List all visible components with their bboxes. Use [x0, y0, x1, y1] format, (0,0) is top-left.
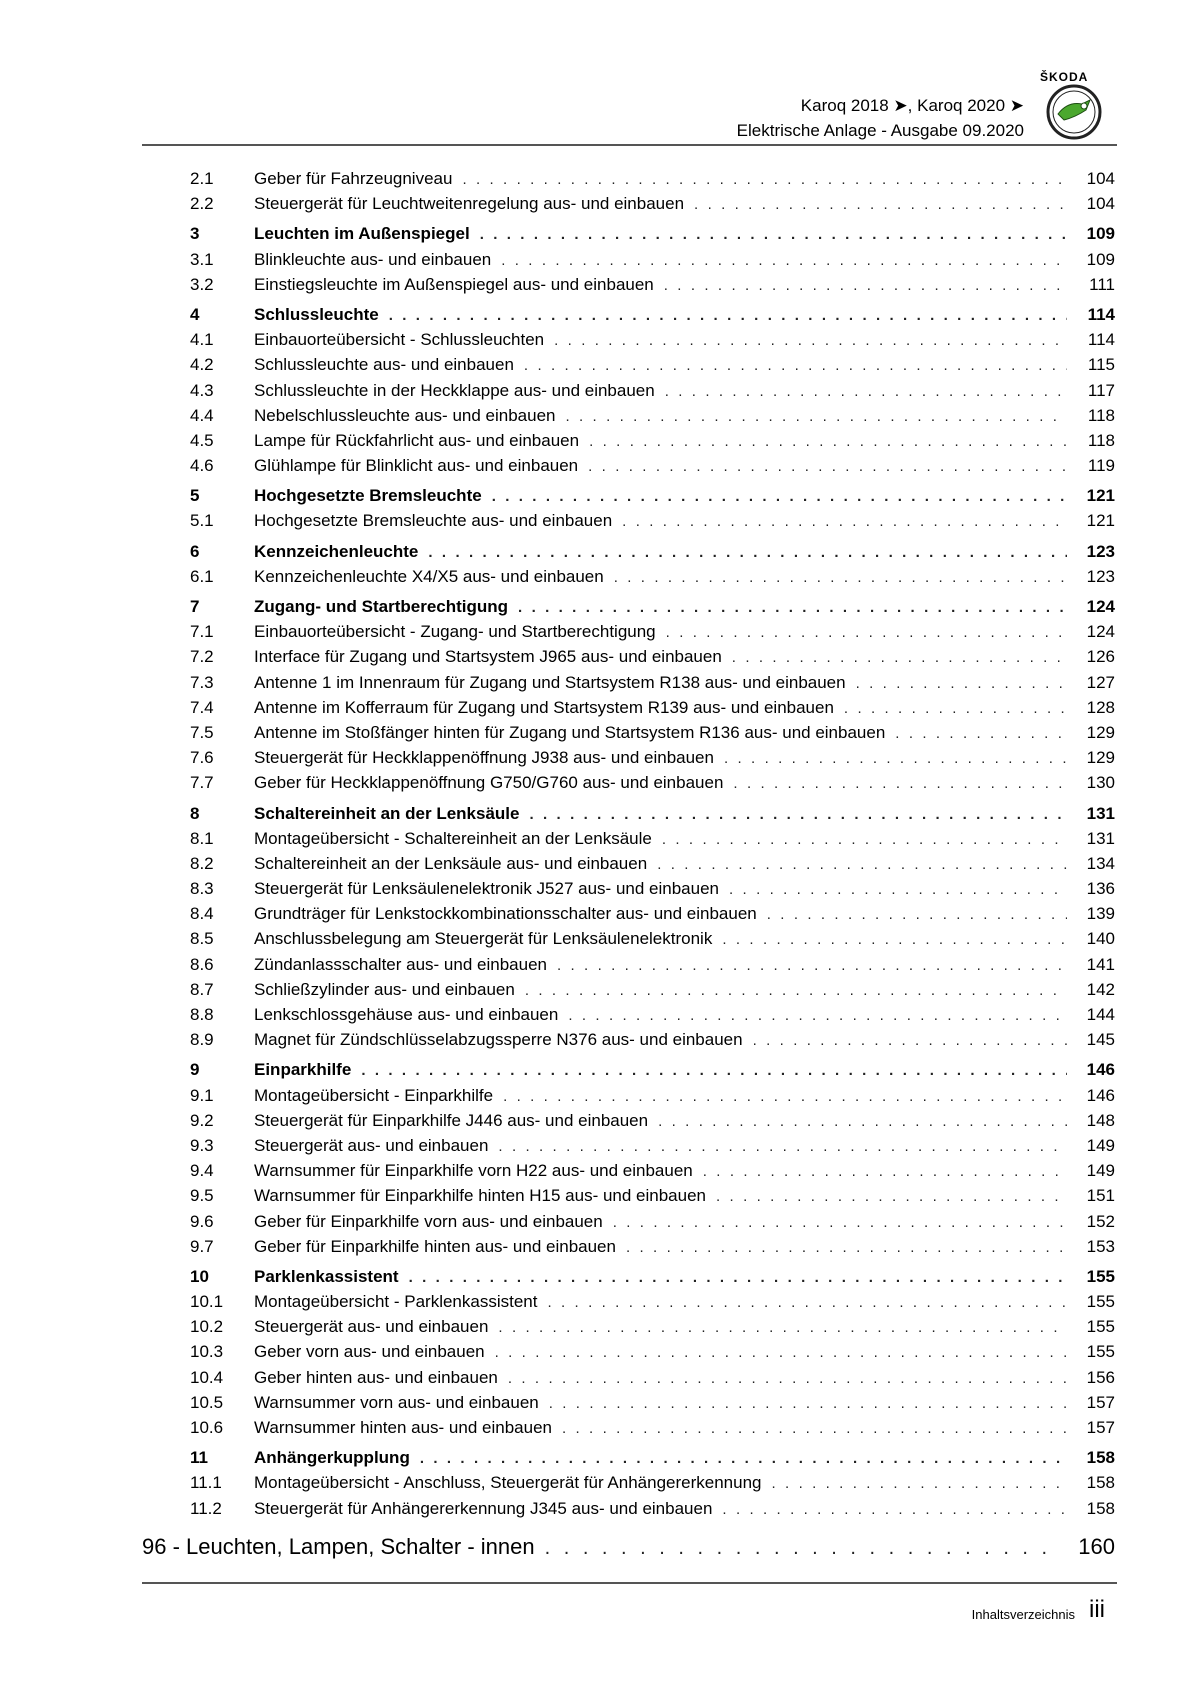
toc-title: Einparkhilfe: [254, 1060, 352, 1080]
toc-number: 3: [190, 224, 200, 244]
toc-entry[interactable]: [190, 1339, 1115, 1364]
toc-page: 123: [1086, 541, 1115, 561]
toc-entry[interactable]: [190, 327, 1115, 352]
header-edition-line: Elektrische Anlage - Ausgabe 09.2020: [736, 121, 1024, 140]
toc-number: 10.5: [190, 1392, 224, 1412]
leader-dots: [518, 595, 1067, 620]
toc-entry[interactable]: [190, 247, 1115, 272]
toc-title: Antenne im Stoßfänger hinten für Zugang und Startsystem R136 aus- und einbauen: [254, 722, 886, 742]
leader-dots: [568, 1003, 1067, 1028]
leader-dots: [462, 167, 1067, 192]
toc-title: Interface für Zugang und Startsystem J965 aus- und einbauen: [254, 647, 722, 667]
toc-entry[interactable]: [190, 1390, 1115, 1415]
toc-title: Schlussleuchte: [254, 304, 379, 324]
leader-dots: [614, 565, 1067, 590]
toc-title: Geber für Heckklappenöffnung G750/G760 aus- und einbauen: [254, 773, 724, 793]
toc-page: 155: [1086, 1266, 1115, 1286]
leader-dots: [498, 1315, 1067, 1340]
toc-page: 111: [1089, 274, 1115, 294]
toc-entry[interactable]: [190, 1234, 1115, 1259]
toc-chapter[interactable]: [190, 302, 1115, 327]
toc-page: 126: [1086, 647, 1115, 667]
toc-title: Zündanlassschalter aus- und einbauen: [254, 954, 547, 974]
toc-title: Anhängerkupplung: [254, 1448, 410, 1468]
leader-dots: [733, 771, 1067, 796]
toc-entry[interactable]: [190, 1496, 1115, 1521]
section-entry[interactable]: [142, 1534, 1115, 1560]
toc-title: Schaltereinheit an der Lenksäule aus- und einbauen: [254, 853, 648, 873]
toc-number: 5: [190, 486, 200, 506]
toc-chapter[interactable]: [190, 1264, 1115, 1289]
toc-number: 8.1: [190, 828, 214, 848]
leader-dots: [529, 802, 1067, 827]
toc-number: 8.4: [190, 904, 214, 924]
toc-title: Geber für Einparkhilfe vorn aus- und einbauen: [254, 1211, 603, 1231]
toc-number: 8.5: [190, 929, 214, 949]
leader-dots: [729, 877, 1067, 902]
toc-page: 124: [1086, 597, 1115, 616]
toc-page: 148: [1086, 1110, 1115, 1130]
toc-page: 127: [1086, 672, 1115, 692]
leader-dots: [662, 827, 1067, 852]
toc-page: 145: [1086, 1030, 1115, 1050]
toc-title: Antenne im Kofferraum für Zugang und Startsystem R139 aus- und einbauen: [254, 697, 834, 717]
leader-dots: [547, 1290, 1067, 1315]
leader-dots: [722, 927, 1067, 952]
toc-entry[interactable]: [190, 1133, 1115, 1158]
toc-title: Steuergerät für Lenksäulenelektronik J527 aus- und einbauen: [254, 879, 719, 899]
toc-number: 4.1: [190, 330, 214, 350]
toc-page: 123: [1086, 566, 1115, 586]
toc-page: 128: [1086, 697, 1115, 717]
toc-title: Montageübersicht - Parklenkassistent: [254, 1292, 538, 1312]
toc-entry[interactable]: [190, 1183, 1115, 1208]
leader-dots: [666, 620, 1067, 645]
toc-chapter[interactable]: [190, 1445, 1115, 1470]
toc-number: 7.2: [190, 647, 214, 667]
toc-number: 8: [190, 803, 200, 823]
toc-page: 129: [1086, 722, 1115, 742]
toc-page: 155: [1086, 1342, 1115, 1362]
toc-number: 4.2: [190, 355, 214, 375]
toc-number: 11.2: [190, 1498, 222, 1518]
toc-entry[interactable]: [190, 851, 1115, 876]
toc-title: Kennzeichenleuchte: [254, 541, 419, 561]
toc-page: 136: [1086, 879, 1115, 899]
leader-dots: [480, 222, 1067, 247]
toc-page: 114: [1087, 330, 1115, 350]
toc-page: 124: [1086, 622, 1115, 642]
toc-title: Einbauorteübersicht - Schlussleuchten: [254, 330, 545, 350]
toc-title: Geber hinten aus- und einbauen: [254, 1367, 498, 1387]
leader-dots: [895, 721, 1067, 746]
toc-number: 8.3: [190, 879, 214, 899]
toc-entry[interactable]: [190, 564, 1115, 589]
toc-chapter[interactable]: [190, 594, 1115, 619]
leader-dots: [724, 746, 1067, 771]
toc-chapter[interactable]: [190, 1057, 1115, 1082]
toc-title: Warnsummer hinten aus- und einbauen: [254, 1418, 552, 1437]
toc-number: 2.2: [190, 194, 214, 214]
leader-dots: [613, 1210, 1067, 1235]
toc-title: Steuergerät für Anhängererkennung J345 aus- und einbauen: [254, 1498, 713, 1518]
toc-title: Parklenkassistent: [254, 1266, 399, 1286]
toc-entry[interactable]: [190, 745, 1115, 770]
toc-title: Hochgesetzte Bremsleuchte aus- und einbauen: [254, 511, 613, 531]
leader-dots: [361, 1058, 1067, 1083]
leader-dots: [856, 671, 1067, 696]
toc-number: 9.5: [190, 1186, 214, 1206]
toc-title: Montageübersicht - Anschluss, Steuergerät für Anhängererkennung: [254, 1473, 762, 1493]
toc-entry[interactable]: [190, 1108, 1115, 1133]
toc-entry[interactable]: [190, 1365, 1115, 1390]
toc-number: 7: [190, 597, 200, 616]
leader-dots: [658, 1109, 1067, 1134]
toc-page: 157: [1086, 1418, 1115, 1437]
toc-number: 9.4: [190, 1161, 214, 1181]
toc-chapter[interactable]: [190, 801, 1115, 826]
toc-entry[interactable]: [190, 1002, 1115, 1027]
toc-number: 5.1: [190, 511, 214, 531]
leader-dots: [524, 353, 1067, 378]
toc-entry[interactable]: [190, 619, 1115, 644]
toc-page: 118: [1087, 405, 1115, 425]
toc-number: 2.1: [190, 169, 214, 188]
leader-dots: [732, 645, 1067, 670]
toc-entry[interactable]: [190, 977, 1115, 1002]
toc-page: 139: [1086, 904, 1115, 924]
toc-number: 7.5: [190, 722, 214, 742]
toc-entry[interactable]: [190, 876, 1115, 901]
toc-title: Zugang- und Startberechtigung: [254, 597, 509, 616]
toc-number: 3.2: [190, 274, 214, 294]
toc-page: 131: [1086, 803, 1115, 823]
footer-label: Inhaltsverzeichnis: [971, 1607, 1075, 1622]
leader-dots: [545, 1537, 1055, 1560]
toc-entry[interactable]: [190, 1314, 1115, 1339]
toc-page: 142: [1086, 979, 1115, 999]
leader-dots: [549, 1391, 1067, 1416]
leader-dots: [554, 328, 1067, 353]
table-of-contents: [190, 166, 1115, 1521]
toc-page: 119: [1087, 456, 1115, 476]
toc-title: Warnsummer vorn aus- und einbauen: [254, 1392, 539, 1412]
toc-title: Grundträger für Lenkstockkombinationsschalter aus- und einbauen: [254, 904, 757, 924]
leader-dots: [716, 1184, 1067, 1209]
leader-dots: [844, 696, 1067, 721]
toc-entry[interactable]: [190, 670, 1115, 695]
toc-entry[interactable]: [190, 403, 1115, 428]
leader-dots: [772, 1471, 1068, 1496]
toc-number: 7.1: [190, 622, 214, 642]
toc-entry[interactable]: [190, 1470, 1115, 1495]
leader-dots: [589, 429, 1067, 454]
toc-entry[interactable]: [190, 272, 1115, 297]
leader-dots: [420, 1446, 1067, 1471]
toc-entry[interactable]: [190, 1027, 1115, 1052]
toc-page: 156: [1086, 1367, 1115, 1387]
leader-dots: [525, 978, 1067, 1003]
toc-page: 144: [1086, 1005, 1115, 1024]
toc-title: Leuchten im Außenspiegel: [254, 224, 470, 244]
toc-entry[interactable]: [190, 644, 1115, 669]
toc-entry[interactable]: [190, 428, 1115, 453]
leader-dots: [492, 484, 1067, 509]
toc-number: 4.3: [190, 380, 214, 400]
toc-number: 10.1: [190, 1292, 224, 1312]
toc-page: 104: [1086, 169, 1115, 188]
toc-page: 114: [1087, 304, 1115, 324]
toc-entry[interactable]: [190, 166, 1115, 191]
toc-page: 152: [1086, 1211, 1115, 1231]
toc-page: 151: [1086, 1186, 1115, 1206]
toc-number: 4: [190, 304, 200, 324]
toc-page: 117: [1087, 380, 1115, 400]
toc-title: Warnsummer für Einparkhilfe hinten H15 aus- und einbauen: [254, 1186, 707, 1206]
toc-title: Einstiegsleuchte im Außenspiegel aus- und einbauen: [254, 274, 654, 294]
leader-dots: [694, 192, 1067, 217]
toc-title: Steuergerät aus- und einbauen: [254, 1135, 489, 1155]
leader-dots: [557, 953, 1067, 978]
toc-number: 7.6: [190, 748, 214, 768]
toc-title: Lampe für Rückfahrlicht aus- und einbauen: [254, 430, 580, 450]
header-rule: [142, 144, 1117, 146]
toc-number: 8.8: [190, 1005, 214, 1024]
toc-title: Steuergerät aus- und einbauen: [254, 1317, 489, 1337]
leader-dots: [767, 902, 1067, 927]
toc-title: Schlussleuchte in der Heckklappe aus- und einbauen: [254, 380, 655, 400]
toc-entry[interactable]: [190, 926, 1115, 951]
toc-number: 10.3: [190, 1342, 224, 1362]
toc-number: 9.1: [190, 1085, 214, 1105]
toc-page: 118: [1087, 430, 1115, 450]
toc-title: Antenne 1 im Innenraum für Zugang und Startsystem R138 aus- und einbauen: [254, 672, 846, 692]
toc-entry[interactable]: [190, 901, 1115, 926]
toc-entry[interactable]: [190, 1158, 1115, 1183]
toc-page: 109: [1086, 249, 1115, 269]
toc-title: Schaltereinheit an der Lenksäule: [254, 803, 520, 823]
toc-title: Steuergerät für Leuchtweitenregelung aus- und einbauen: [254, 194, 685, 214]
toc-title: Montageübersicht - Schaltereinheit an der Lenksäule: [254, 828, 652, 848]
footer-page-number: iii: [1089, 1596, 1105, 1623]
toc-number: 9.7: [190, 1236, 214, 1256]
toc-entry[interactable]: [190, 1415, 1115, 1440]
leader-dots: [565, 404, 1067, 429]
toc-title: Anschlussbelegung am Steuergerät für Lenksäulenelektronik: [254, 929, 713, 949]
toc-entry[interactable]: [190, 1289, 1115, 1314]
section-title: 96 - Leuchten, Lampen, Schalter - innen: [142, 1534, 535, 1559]
toc-entry[interactable]: [190, 695, 1115, 720]
leader-dots: [508, 1366, 1067, 1391]
toc-title: Steuergerät für Heckklappenöffnung J938 aus- und einbauen: [254, 748, 714, 768]
toc-title: Kennzeichenleuchte X4/X5 aus- und einbauen: [254, 566, 604, 586]
toc-number: 3.1: [190, 249, 214, 269]
toc-page: 134: [1086, 853, 1115, 873]
leader-dots: [665, 379, 1067, 404]
toc-page: 146: [1086, 1060, 1115, 1080]
toc-number: 9: [190, 1060, 200, 1080]
toc-number: 7.3: [190, 672, 214, 692]
toc-page: 155: [1086, 1317, 1115, 1337]
toc-entry[interactable]: [190, 508, 1115, 533]
toc-page: 140: [1086, 929, 1115, 949]
toc-title: Glühlampe für Blinklicht aus- und einbauen: [254, 456, 579, 476]
toc-entry[interactable]: [190, 770, 1115, 795]
toc-chapter[interactable]: [190, 483, 1115, 508]
leader-dots: [562, 1416, 1067, 1441]
toc-page: 153: [1086, 1236, 1115, 1256]
leader-dots: [657, 852, 1067, 877]
leader-dots: [409, 1265, 1067, 1290]
toc-number: 9.2: [190, 1110, 214, 1130]
toc-number: 8.7: [190, 979, 214, 999]
brand-wordmark: ŠKODA: [1040, 70, 1089, 84]
toc-page: 131: [1086, 828, 1115, 848]
leader-dots: [428, 540, 1067, 565]
toc-chapter[interactable]: [190, 539, 1115, 564]
toc-title: Nebelschlussleuchte aus- und einbauen: [254, 405, 556, 425]
toc-entry[interactable]: [190, 826, 1115, 851]
toc-number: 7.4: [190, 697, 214, 717]
toc-number: 8.6: [190, 954, 214, 974]
toc-number: 10.2: [190, 1317, 224, 1337]
toc-title: Geber für Einparkhilfe hinten aus- und einbauen: [254, 1236, 616, 1256]
leader-dots: [495, 1340, 1067, 1365]
toc-title: Schließzylinder aus- und einbauen: [254, 979, 515, 999]
toc-page: 104: [1086, 194, 1115, 214]
header-model-line: Karoq 2018 ➤, Karoq 2020 ➤: [800, 96, 1024, 115]
leader-dots: [503, 1084, 1067, 1109]
toc-page: 141: [1086, 954, 1115, 974]
section-page: 160: [1078, 1534, 1115, 1559]
toc-title: Geber vorn aus- und einbauen: [254, 1342, 485, 1362]
toc-number: 4.6: [190, 456, 214, 476]
toc-title: Geber für Fahrzeugniveau: [254, 169, 453, 188]
toc-number: 11: [190, 1448, 208, 1468]
toc-number: 8.9: [190, 1030, 214, 1050]
toc-page: 155: [1086, 1292, 1115, 1312]
toc-title: Warnsummer für Einparkhilfe vorn H22 aus- und einbauen: [254, 1161, 693, 1181]
toc-number: 10: [190, 1266, 209, 1286]
toc-page: 149: [1086, 1161, 1115, 1181]
leader-dots: [664, 273, 1067, 298]
toc-entry[interactable]: [190, 1209, 1115, 1234]
leader-dots: [626, 1235, 1067, 1260]
leader-dots: [703, 1159, 1067, 1184]
toc-number: 9.6: [190, 1211, 214, 1231]
toc-page: 158: [1086, 1473, 1115, 1493]
toc-chapter[interactable]: [190, 221, 1115, 246]
toc-title: Montageübersicht - Einparkhilfe: [254, 1085, 494, 1105]
toc-page: 109: [1086, 224, 1115, 244]
toc-title: Hochgesetzte Bremsleuchte: [254, 486, 482, 506]
toc-title: Schlussleuchte aus- und einbauen: [254, 355, 514, 375]
toc-page: 158: [1086, 1498, 1115, 1518]
skoda-logo-icon: [1046, 84, 1102, 140]
toc-title: Lenkschlossgehäuse aus- und einbauen: [254, 1005, 559, 1024]
toc-page: 115: [1087, 355, 1115, 375]
toc-number: 6.1: [190, 566, 214, 586]
toc-number: 10.6: [190, 1418, 224, 1437]
footer-rule: [142, 1582, 1117, 1584]
toc-title: Magnet für Zündschlüsselabzugssperre N376 aus- und einbauen: [254, 1030, 743, 1050]
leader-dots: [588, 454, 1067, 479]
toc-entry[interactable]: [190, 191, 1115, 216]
toc-title: Steuergerät für Einparkhilfe J446 aus- und einbauen: [254, 1110, 649, 1130]
toc-entry[interactable]: [190, 952, 1115, 977]
toc-entry[interactable]: [190, 352, 1115, 377]
leader-dots: [622, 509, 1067, 534]
toc-number: 4.5: [190, 430, 214, 450]
leader-dots: [722, 1497, 1067, 1522]
toc-page: 158: [1086, 1448, 1115, 1468]
toc-title: Einbauorteübersicht - Zugang- und Startberechtigung: [254, 622, 656, 642]
toc-page: 157: [1086, 1392, 1115, 1412]
toc-number: 9.3: [190, 1135, 214, 1155]
toc-page: 149: [1086, 1135, 1115, 1155]
toc-entry[interactable]: [190, 720, 1115, 745]
toc-page: 146: [1086, 1085, 1115, 1105]
toc-number: 6: [190, 541, 200, 561]
leader-dots: [498, 1134, 1067, 1159]
leader-dots: [389, 303, 1067, 328]
leader-dots: [753, 1028, 1067, 1053]
toc-page: 130: [1086, 773, 1115, 793]
toc-entry[interactable]: [190, 1083, 1115, 1108]
toc-entry[interactable]: [190, 378, 1115, 403]
toc-number: 11.1: [190, 1473, 222, 1493]
leader-dots: [501, 248, 1067, 273]
toc-entry[interactable]: [190, 453, 1115, 478]
toc-number: 10.4: [190, 1367, 224, 1387]
toc-number: 4.4: [190, 405, 214, 425]
toc-number: 8.2: [190, 853, 214, 873]
toc-number: 7.7: [190, 773, 214, 793]
toc-page: 129: [1086, 748, 1115, 768]
toc-page: 121: [1086, 511, 1115, 531]
toc-title: Blinkleuchte aus- und einbauen: [254, 249, 492, 269]
toc-page: 121: [1086, 486, 1115, 506]
